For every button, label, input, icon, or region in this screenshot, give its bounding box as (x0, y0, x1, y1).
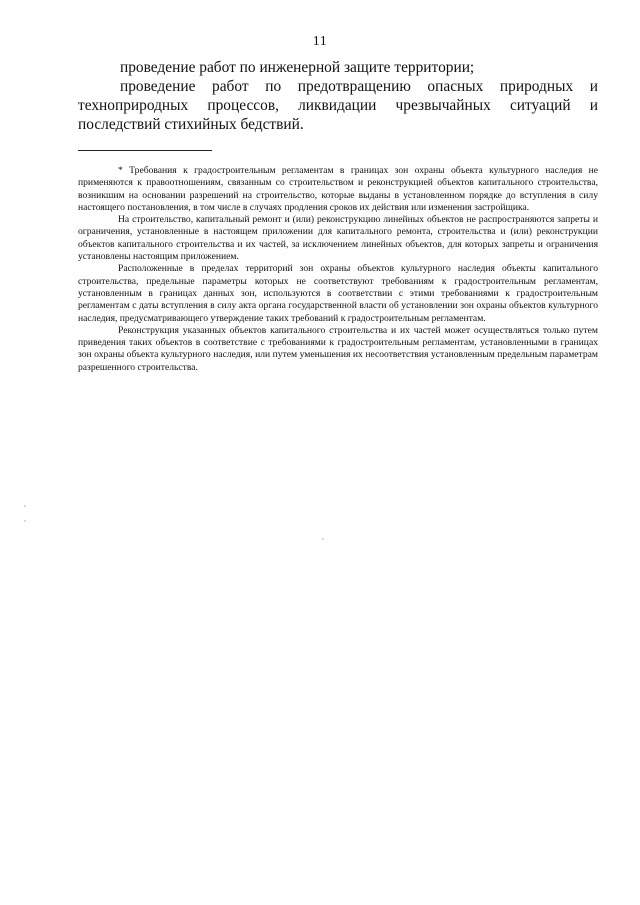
footnote-separator (78, 150, 212, 151)
scan-speck (24, 520, 26, 522)
scan-speck (24, 505, 26, 507)
scan-speck (322, 538, 324, 540)
footnote-paragraph: На строительство, капитальный ремонт и (или) реконструкцию линейных объектов не распространяются запреты и ограничения, установленные в настоящем приложении для капитального ремонта, строительства и (или) реконструкции объектов капитального строительства и их частей, за исключением линейных объектов, для которых запреты и ограничения установлены настоящим приложением. (78, 214, 598, 263)
page-number: 11 (312, 34, 328, 49)
main-paragraph: проведение работ по инженерной защите территории; (120, 59, 475, 76)
main-text (78, 58, 598, 134)
footnote-paragraph: Расположенные в пределах территорий зон охраны объектов культурного наследия объекты капитального строительства, предельные параметры которых не соответствуют требованиям к градостроительным регламентам, установленным в границах данных зон, используются в соответствии с этими требованиями к градостроительным регламентам с даты вступления в силу акта органа государственной власти об установлении зон охраны объектов культурного наследия, предусматривающего утверждение таких требований к градостроительным регламентам. (78, 263, 598, 324)
main-paragraph: проведение работ по предотвращению опасных природных и техноприродных процессов, ликвидации чрезвычайных ситуаций и последствий стихийных бедствий. (78, 78, 598, 133)
footnotes (78, 165, 598, 374)
footnote-paragraph: Реконструкция указанных объектов капитального строительства и их частей может осуществляться только путем приведения таких объектов в соответствие с требованиями к градостроительным регламентам, установленными в границах зон охраны объекта культурного наследия, или путем уменьшения их несоответствия установленным предельным параметрам разрешенного строительства. (78, 324, 598, 373)
footnote-paragraph: * Требования к градостроительным регламентам в границах зон охраны объекта культурного наследия не применяются к правоотношениям, связанным со строительством и реконструкцией объектов капитального строительства, возникшим на основании разрешений на строительство, которые выданы в установленном порядке до вступления в силу настоящего постановления, в том числе в случаях продления сроков их действия или изменения застройщика. (78, 165, 598, 213)
